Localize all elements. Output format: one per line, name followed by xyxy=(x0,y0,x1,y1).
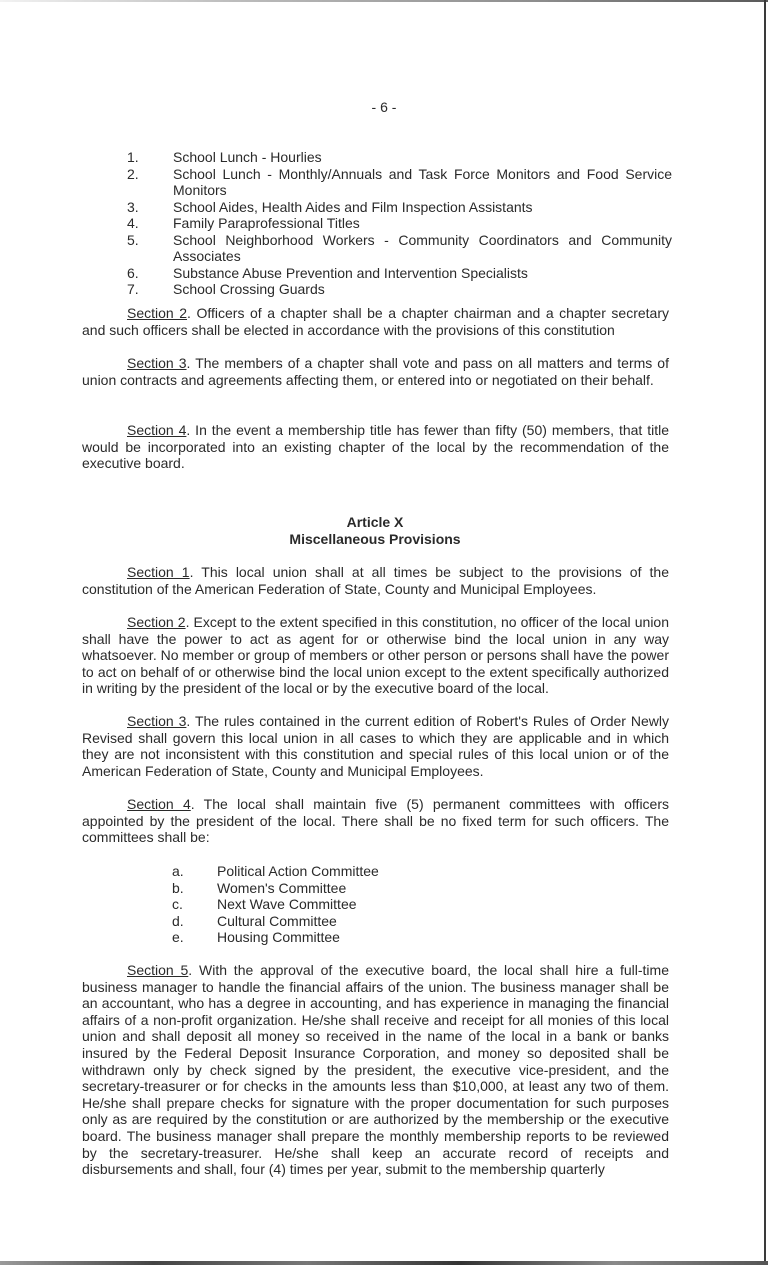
list-item xyxy=(172,880,379,897)
scan-edge-right xyxy=(764,0,766,1265)
list-item xyxy=(127,149,672,166)
list-item xyxy=(127,232,672,265)
item-text: Housing Committee xyxy=(217,929,340,946)
item-text: Next Wave Committee xyxy=(217,896,357,913)
article-title: Article X xyxy=(346,514,404,530)
section-text: . The rules contained in the current edition of Robert's Rules of Order Newly Revised shall govern this local union in all cases to which they are applicable and in which they are not inconsistent with this constitution and special rules of this local union or of the American Federation of State, County and Municipal Employees. xyxy=(82,713,669,779)
article-section-2 xyxy=(82,614,669,697)
article-section-3 xyxy=(82,713,669,779)
chapter-section-3 xyxy=(82,355,669,388)
item-number: 3. xyxy=(127,198,139,215)
section-label: Section 3 xyxy=(127,713,187,729)
item-text: Family Paraprofessional Titles xyxy=(173,215,360,231)
article-section-1 xyxy=(82,564,669,597)
list-item xyxy=(172,913,379,930)
item-letter: d. xyxy=(172,912,184,929)
chapter-section-2 xyxy=(82,305,669,338)
section-text: . The members of a chapter shall vote and pass on all matters and terms of union contracts and agreements affecting them, or entered into or negotiated on their behalf. xyxy=(82,355,669,388)
item-text: Cultural Committee xyxy=(217,912,337,929)
section-text: . The local shall maintain five (5) permanent committees with officers appointed by the president of the local. There shall be no fixed term for such officers. The committees shall be: xyxy=(82,796,669,846)
section-label: Section 1 xyxy=(127,564,190,580)
section-text: . Except to the extent specified in this constitution, no officer of the local union shall have the power to act as agent for or otherwise bind the local union in any way whatsoever. No member or group of members or other person or persons shall have the power to act on behalf of or otherwise bind the local union except to the extent specifically authorized in writing by the president of the local or by the executive board of the local. xyxy=(82,614,670,697)
list-item xyxy=(127,166,672,199)
section-label: Section 5 xyxy=(127,962,189,978)
section-label: Section 2 xyxy=(127,305,188,321)
item-number: 2. xyxy=(127,165,139,182)
item-number: 5. xyxy=(127,231,139,248)
item-text: School Aides, Health Aides and Film Inspection Assistants xyxy=(173,198,533,215)
scan-edge-bottom xyxy=(0,1261,768,1265)
article-section-4 xyxy=(82,796,669,846)
section-label: Section 4 xyxy=(127,422,187,438)
item-number: 6. xyxy=(127,264,139,281)
item-letter: a. xyxy=(172,863,184,879)
committee-list xyxy=(172,863,379,946)
list-item xyxy=(127,281,672,298)
item-text: School Lunch - Hourlies xyxy=(173,149,322,165)
section-label: Section 2 xyxy=(127,614,186,630)
item-text: School Neighborhood Workers - Community Coordinators and Community Associates xyxy=(173,231,672,264)
list-item xyxy=(127,199,672,216)
list-item xyxy=(127,215,672,232)
section-text: . This local union shall at all times be subject to the provisions of the constitution of the American Federation of State, County and Municipal Employees. xyxy=(82,564,670,597)
item-letter: c. xyxy=(172,896,183,913)
list-item xyxy=(127,265,672,282)
section-label: Section 3 xyxy=(127,355,187,371)
item-number: 1. xyxy=(127,149,139,165)
section-label: Section 4 xyxy=(127,796,191,812)
item-text: Substance Abuse Prevention and Intervention Specialists xyxy=(173,264,528,281)
chapter-list xyxy=(127,149,672,298)
item-text: Women's Committee xyxy=(217,879,347,896)
item-text: Political Action Committee xyxy=(217,863,379,879)
section-text: . Officers of a chapter shall be a chapter chairman and a chapter secretary and such officers shall be elected in accordance with the provisions of this constitution xyxy=(82,305,669,338)
item-text: School Crossing Guards xyxy=(173,281,325,297)
item-text: School Lunch - Monthly/Annuals and Task Force Monitors and Food Service Monitors xyxy=(173,165,672,198)
article-section-5 xyxy=(82,962,669,1178)
list-item xyxy=(172,896,379,913)
item-number: 7. xyxy=(127,281,139,297)
item-number: 4. xyxy=(127,215,139,231)
item-letter: b. xyxy=(172,879,184,896)
scan-edge-top xyxy=(0,0,768,2)
item-letter: e. xyxy=(172,929,184,946)
article-subtitle: Miscellaneous Provisions xyxy=(289,531,461,547)
section-text: . In the event a membership title has fewer than fifty (50) members, that title would be incorporated into an existing chapter of the local by the recommendation of the executive board. xyxy=(82,422,669,472)
list-item xyxy=(172,929,379,946)
list-item xyxy=(172,863,379,880)
chapter-section-4 xyxy=(82,422,669,472)
page-number: - 6 - xyxy=(371,99,397,115)
section-text: . With the approval of the executive board, the local shall hire a full-time business manager to handle the financial affairs of the union. The business manager shall be an accountant, who has a degree in accounting, and has experience in managing the financial affairs of a non-profit organization. He/she shall receive and receipt for all monies of this local union and shall deposit all money so received in the name of the local in a bank or banks insured by the Federal Deposit Insurance Corporation, and money so deposited shall be withdrawn only by check signed by the president, the executive vice-president, and the secretary-treasurer or for checks in the amounts less than $10,000, at least any two of them. He/she shall prepare checks for signature with the proper documentation for such purposes only as are required by the constitution or are authorized by the membership or the executive board. The business manager shall prepare the monthly membership reports to be reviewed by the secretary-treasurer. He/she shall keep an accurate record of receipts and disbursements and shall, four (4) times per year, submit to the membership quarterly xyxy=(82,962,669,1178)
